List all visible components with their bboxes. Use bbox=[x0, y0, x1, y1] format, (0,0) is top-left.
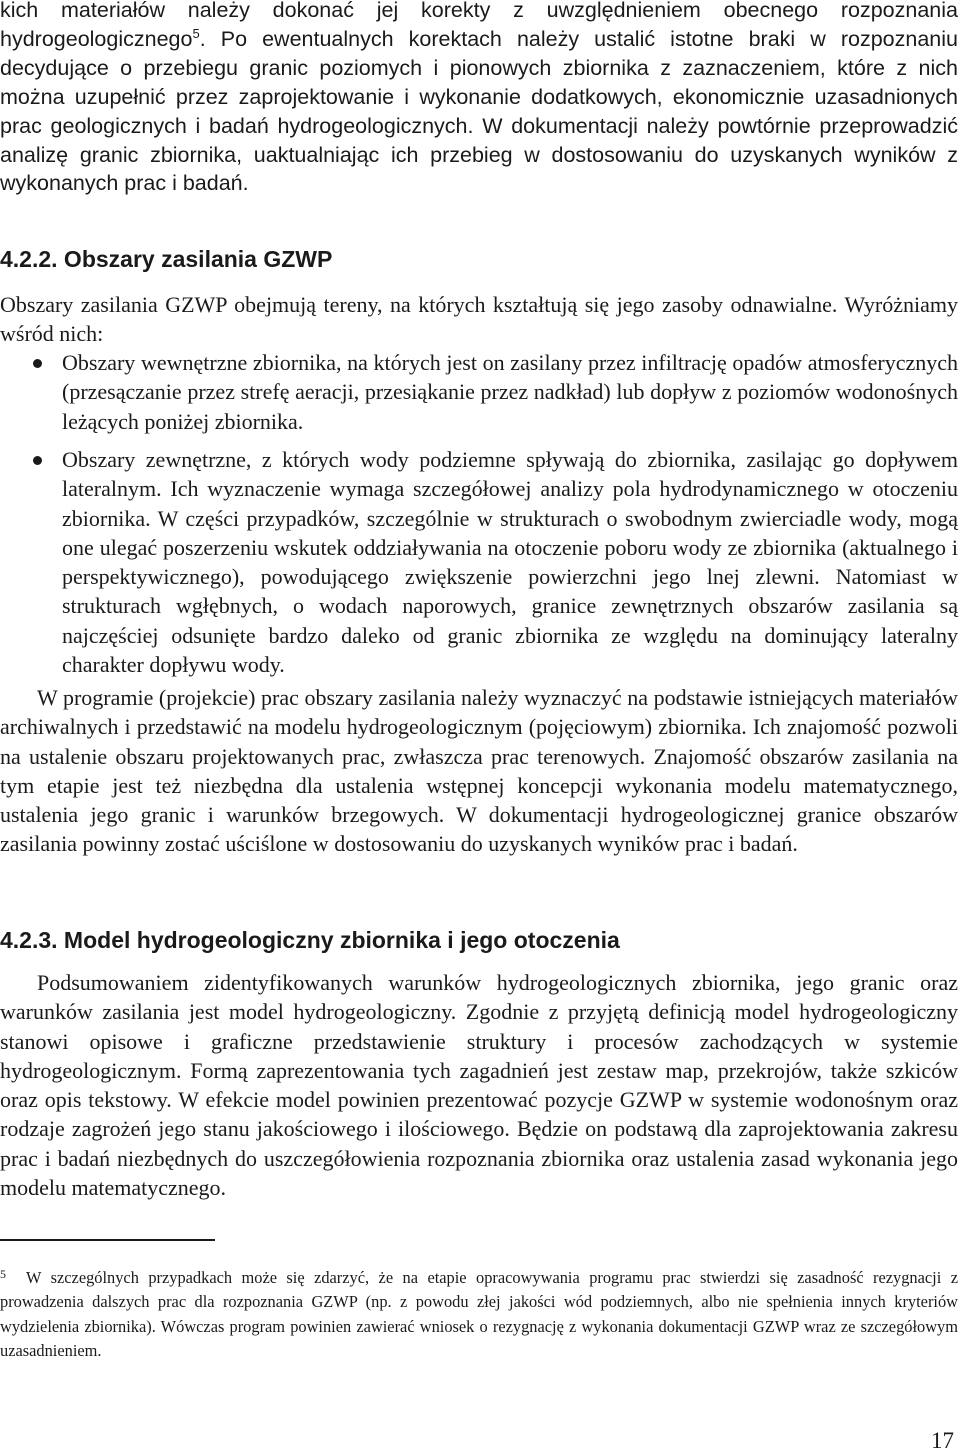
footnote-text: W szczególnych przypadkach może się zdarzyć, że na etapie opracowywania programu prac stwierdzi się zasadność rezygnacji z prowadzenia dalszych prac dla rozpoznania GZWP (np. z powodu złej jakości wód podziemnych, albo nie spełnienia innych kryteriów wydzielenia zbiornika). Wówczas program powinien zawierać wniosek o rezygnację z wykonania dokumentacji GZWP wraz ze szczegółowym uzasadnieniem. bbox=[0, 1268, 958, 1360]
footnote-number: 5 bbox=[0, 1267, 6, 1281]
bullet-icon bbox=[33, 359, 42, 368]
intro-paragraph bbox=[0, 0, 958, 198]
recharge-areas-list-second bbox=[0, 445, 958, 679]
footnote-divider bbox=[0, 1239, 215, 1241]
section-heading-4-2-2: 4.2.2. Obszary zasilania GZWP bbox=[0, 246, 333, 272]
list-item-text: Obszary wewnętrzne zbiornika, na których jest on zasilany przez infiltrację opadów atmosferycznych (przesączanie przez strefę aeracji, przesiąkanie przez nadkład) lub dopływ z poziomów wodonośnych leżących poniżej zbiornika. bbox=[62, 350, 958, 434]
intro-text-start: kich materiałów należy dokonać jej korekty z uwzględnieniem obecnego rozpoznania hydrogeologicznego bbox=[0, 0, 958, 51]
section-4-2-2-closing: W programie (projekcie) prac obszary zasilania należy wyznaczyć na podstawie istniejących materiałów archiwalnych i przedstawić na modelu hydrogeologicznym (pojęciowym) zbiornika. Ich znajomość pozwoli na ustalenie obszaru projektowanych prac, zwłaszcza prac terenowych. Znajomość obszarów zasilania na tym etapie jest też niezbędna dla ustalenia wstępnej koncepcji wykonania modelu matematycznego, ustalenia jego granic i warunków brzegowych. W dokumentacji hydrogeologicznej granice obszarów zasilania powinny zostać uściślone w dostosowaniu do uzyskanych wyników prac i badań. bbox=[0, 685, 958, 857]
bullet-icon bbox=[33, 456, 42, 465]
section-4-2-2-lead: Obszary zasilania GZWP obejmują tereny, na których kształtują się jego zasoby odnawialne. Wyróżniamy wśród nich: bbox=[0, 292, 958, 347]
footnote-reference[interactable]: 5 bbox=[192, 25, 200, 41]
section-heading-4-2-3: 4.2.3. Model hydrogeologiczny zbiornika i jego otoczenia bbox=[0, 927, 620, 953]
footnote bbox=[0, 1266, 958, 1363]
section-4-2-3-text: Podsumowaniem zidentyfikowanych warunków hydrogeologicznych zbiornika, jego granic oraz warunków zasilania jest model hydrogeologiczny. Zgodnie z przyjętą definicją model hydrogeologiczny stanowi opisowe i graficzne przedstawienie struktury i procesów zachodzących w systemie hydrogeologicznym. Formą zaprezentowania tych zagadnień jest zestaw map, przekrojów, także szkiców oraz opis tekstowy. W efekcie model powinien prezentować pozycje GZWP w systemie wodonośnym oraz rodzaje zagrożeń jego stanu jakościowego i ilościowego. Będzie on podstawą dla zaprojektowania zakresu prac i badań niezbędnych do uszczegółowienia rozpoznania zbiornika oraz ustalenia zasad wykonania jego modelu matematycznego. bbox=[0, 970, 958, 1201]
list-item-text: Obszary zewnętrzne, z których wody podziemne spływają do zbiornika, zasilając go dopływem lateralnym. Ich wyznaczenie wymaga szczegółowej analizy pola hydrodynamicznego w otoczeniu zbiornika. W części przypadków, szczególnie w strukturach o swobodnym zwierciadle wody, mogą one ulegać poszerzeniu wskutek oddziaływania na otoczenie poboru wody ze zbiornika (aktualnego i perspektywicznego), powodującego zwiększenie powierzchni jego lnej zlewni. Natomiast w strukturach wgłębnych, o wodach naporowych, granice zewnętrznych obszarów zasilania są najczęściej odsunięte bardzo daleko od granic zbiornika ze względu na dominujący lateralny charakter dopływu wody. bbox=[62, 447, 958, 678]
list-item bbox=[0, 445, 958, 679]
recharge-areas-list-first bbox=[0, 348, 958, 436]
intro-text-rest: . Po ewentualnych korektach należy ustalić istotne braki w rozpoznaniu decydujące o przebiegu granic poziomych i pionowych zbiornika z zaznaczeniem, które z nich można uzupełnić przez zaprojektowanie i wykonanie dodatkowych, ekonomicznie uzasadnionych prac geologicznych i badań hydrogeologicznych. W dokumentacji należy powtórnie przeprowadzić analizę granic zbiornika, uaktualniając ich przebieg w dostosowaniu do uzyskanych wyników z wykonanych prac i badań. bbox=[0, 26, 958, 196]
list-item bbox=[0, 348, 958, 436]
page-number: 17 bbox=[931, 1428, 954, 1453]
